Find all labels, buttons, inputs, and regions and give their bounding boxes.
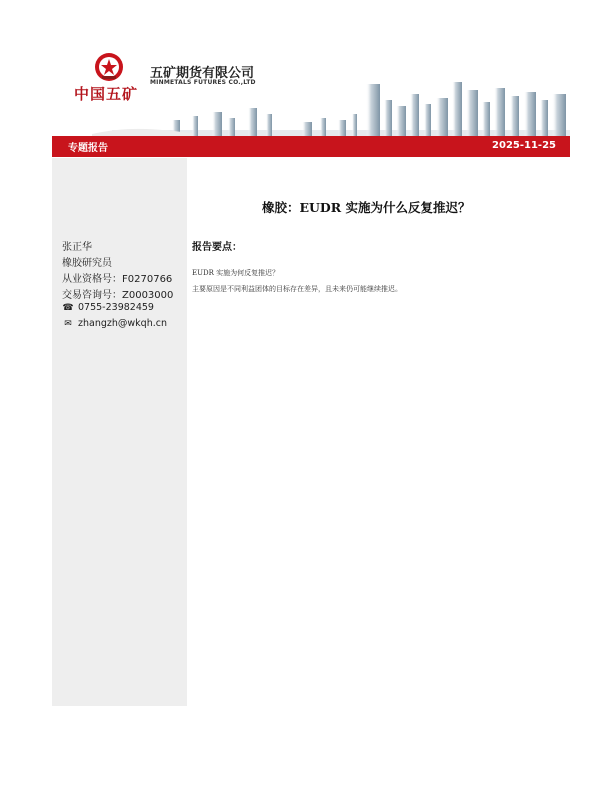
report-type-label: 专题报告 [68,143,108,154]
key-point-1: EUDR 实施为何反复推迟？ [192,269,280,277]
phone-contact [62,302,154,313]
report-date: 2025-11-25 [492,140,556,151]
phone-icon: ☎ [62,303,74,313]
phone-number: 0755-23982459 [78,302,154,313]
practice-qualification-number: 从业资格号：F0270766 [62,274,173,285]
report-banner [52,136,570,157]
envelope-icon: ✉ [64,319,72,329]
report-title: 橡胶：EUDR 实施为什么反复推迟？ [262,200,471,215]
key-points-heading: 报告要点： [192,242,242,253]
email-contact [62,318,167,329]
brand-name-cn: 中国五矿 [74,85,139,103]
email-address[interactable]: zhangzh@wkqh.cn [78,318,167,329]
author-title: 橡胶研究员 [62,258,112,269]
key-point-2: 主要原因是不同利益团体的目标存在差异，且未来仍可能继续推迟。 [192,285,402,293]
author-name: 张正华 [62,242,92,253]
report-header [52,40,570,136]
consulting-qualification-number: 交易咨询号：Z0003000 [62,290,174,301]
company-name-en: MINMETALS FUTURES CO.,LTD [150,79,256,86]
company-name-cn: 五矿期货有限公司 [150,66,255,81]
minmetals-logo-icon [94,52,124,82]
author-sidebar [52,158,187,706]
